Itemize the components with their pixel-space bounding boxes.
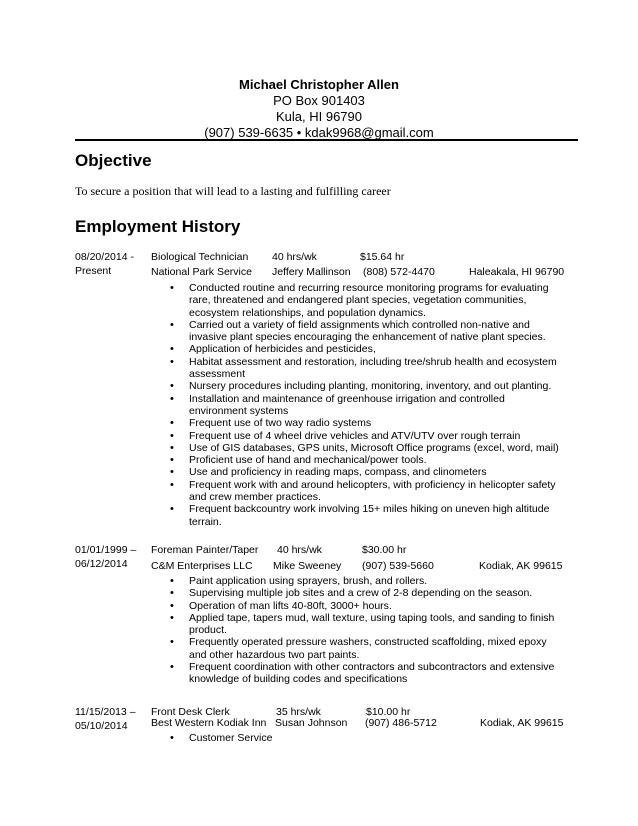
job-title-row xyxy=(151,250,576,265)
job-end-date: Present xyxy=(75,265,112,277)
job-dates xyxy=(75,705,145,733)
job-supervisor: Mike Sweeney xyxy=(273,560,342,572)
job-hours: 35 hrs/wk xyxy=(276,706,321,718)
list-item: • Operation of man lifts 40-80ft, 3000+ hours. xyxy=(170,600,565,612)
job-location: Kodiak, AK 99615 xyxy=(480,717,564,729)
job-employer: Best Western Kodiak Inn xyxy=(151,717,267,729)
job-start-date: 11/15/2013 – xyxy=(75,706,136,718)
applicant-name: Michael Christopher Allen xyxy=(239,77,399,92)
job-duties-list xyxy=(170,732,565,744)
job-end-date: 06/12/2014 xyxy=(75,558,128,570)
list-item: • Application of herbicides and pesticides, xyxy=(170,343,565,355)
job-end-date: 05/10/2014 xyxy=(75,720,128,732)
job-duties-list xyxy=(170,282,565,528)
objective-text: To secure a position that will lead to a lasting and fulfilling career xyxy=(75,184,391,198)
objective-heading: Objective xyxy=(75,151,152,170)
job-pay: $30.00 hr xyxy=(362,544,407,556)
list-item: • Applied tape, tapers mud, wall texture, using taping tools, and sanding to finish product. xyxy=(170,612,565,637)
job-supervisor: Jeffery Mallinson xyxy=(272,266,351,278)
job-hours: 40 hrs/wk xyxy=(272,251,317,263)
job-employer: C&M Enterprises LLC xyxy=(151,560,253,572)
list-item: • Frequent use of two way radio systems xyxy=(170,417,565,429)
job-employer-row xyxy=(151,716,576,731)
list-item: • Frequent backcountry work involving 15+ miles hiking on uneven high altitude terrain. xyxy=(170,503,565,528)
list-item: • Paint application using sprayers, brush, and rollers. xyxy=(170,575,565,587)
list-item: • Frequent use of 4 wheel drive vehicles and ATV/UTV over rough terrain xyxy=(170,430,565,442)
list-item: • Proficient use of hand and mechanical/power tools. xyxy=(170,454,565,466)
resume-header xyxy=(0,77,638,141)
list-item: • Customer Service xyxy=(170,732,565,744)
employment-history-heading: Employment History xyxy=(75,217,241,236)
address-line-1: PO Box 901403 xyxy=(273,93,365,108)
job-phone: (907) 539-5660 xyxy=(362,560,434,572)
job-supervisor: Susan Johnson xyxy=(275,717,348,729)
job-title: Foreman Painter/Taper xyxy=(151,544,259,556)
list-item: • Supervising multiple job sites and a crew of 2-8 depending on the season. xyxy=(170,587,565,599)
job-employer-row xyxy=(151,559,576,574)
list-item: • Use and proficiency in reading maps, compass, and clinometers xyxy=(170,466,565,478)
job-start-date: 01/01/1999 – xyxy=(75,544,137,556)
job-start-date: 08/20/2014 - xyxy=(75,251,134,263)
header-divider xyxy=(75,139,578,141)
list-item: • Frequent coordination with other contractors and subcontractors and extensive knowledge of building codes and specifications xyxy=(170,661,565,686)
job-pay: $10.00 hr xyxy=(366,706,411,718)
job-title: Front Desk Clerk xyxy=(151,706,230,718)
list-item: • Habitat assessment and restoration, including tree/shrub health and ecosystem assessment xyxy=(170,356,565,381)
job-title: Biological Technician xyxy=(151,251,249,263)
job-title-row xyxy=(151,543,576,558)
job-pay: $15.64 hr xyxy=(360,251,405,263)
address-line-2: Kula, HI 96790 xyxy=(275,109,362,124)
job-employer: National Park Service xyxy=(151,266,252,278)
job-employer-row xyxy=(151,265,576,280)
job-phone: (907) 486-5712 xyxy=(365,717,437,729)
job-location: Kodiak, AK 99615 xyxy=(479,560,563,572)
job-phone: (808) 572-4470 xyxy=(363,266,435,278)
job-location: Haleakala, HI 96790 xyxy=(469,266,565,278)
list-item: • Nursery procedures including planting, monitoring, inventory, and out planting. xyxy=(170,380,565,392)
list-item: • Frequently operated pressure washers, constructed scaffolding, mixed epoxy and other hazardous two part paints. xyxy=(170,636,565,661)
list-item: • Use of GIS databases, GPS units, Microsoft Office programs (excel, word, mail) xyxy=(170,442,565,454)
list-item: • Installation and maintenance of greenhouse irrigation and controlled environment systems xyxy=(170,393,565,418)
job-hours: 40 hrs/wk xyxy=(277,544,322,556)
list-item: • Conducted routine and recurring resource monitoring programs for evaluating rare, threatened and endangered plant species, vegetation communities, ecosystem relationships, and population dynamics. xyxy=(170,282,565,319)
job-duties-list xyxy=(170,575,565,686)
job-dates xyxy=(75,250,145,278)
list-item: • Carried out a variety of field assignments which controlled non-native and invasive plant species encouraging the enhancement of native plant species. xyxy=(170,319,565,344)
list-item: • Frequent work with and around helicopters, with proficiency in helicopter safety and crew member practices. xyxy=(170,479,565,504)
job-dates xyxy=(75,543,145,571)
contact-line: (907) 539-6635 • kdak9968@gmail.com xyxy=(204,125,434,140)
